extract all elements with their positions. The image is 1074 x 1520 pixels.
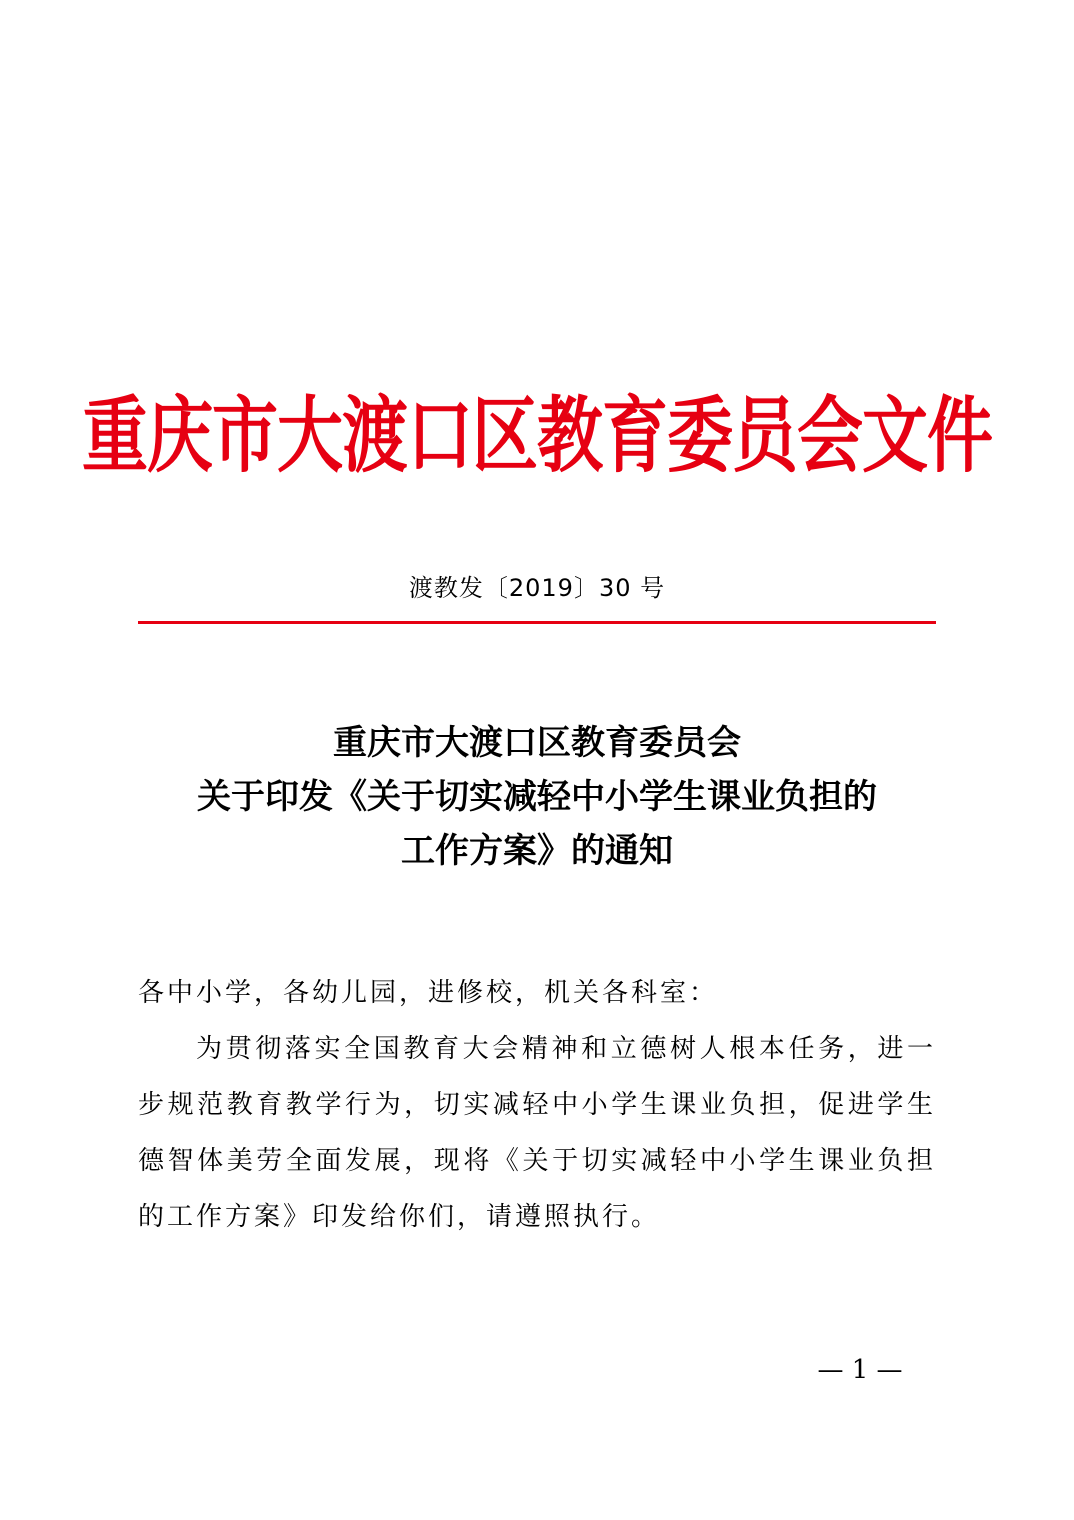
notice-title-line-3: 工作方案》的通知 (401, 831, 673, 871)
document-number: 渡教发〔2019〕30 号 (408, 574, 666, 602)
red-divider-line (138, 621, 936, 624)
body-paragraph: 为贯彻落实全国教育大会精神和立德树人根本任务，进一步规范教育教学行为，切实减轻中小学生课业负担，促进学生德智体美劳全面发展，现将《关于切实减轻中小学生课业负担的工作方案》印发给你们，请遵照执行。 (138, 1034, 936, 1232)
salutation: 各中小学，各幼儿园，进修校，机关各科室： (138, 978, 719, 1008)
page-number: — 1 — (817, 1355, 903, 1385)
notice-title (0, 716, 1074, 878)
notice-title-line-2: 关于印发《关于切实减轻中小学生课业负担的 (197, 777, 877, 817)
document-header-title: 重庆市大渡口区教育委员会文件 (82, 386, 992, 484)
notice-title-line-1: 重庆市大渡口区教育委员会 (333, 723, 741, 763)
notice-body (138, 965, 936, 1245)
